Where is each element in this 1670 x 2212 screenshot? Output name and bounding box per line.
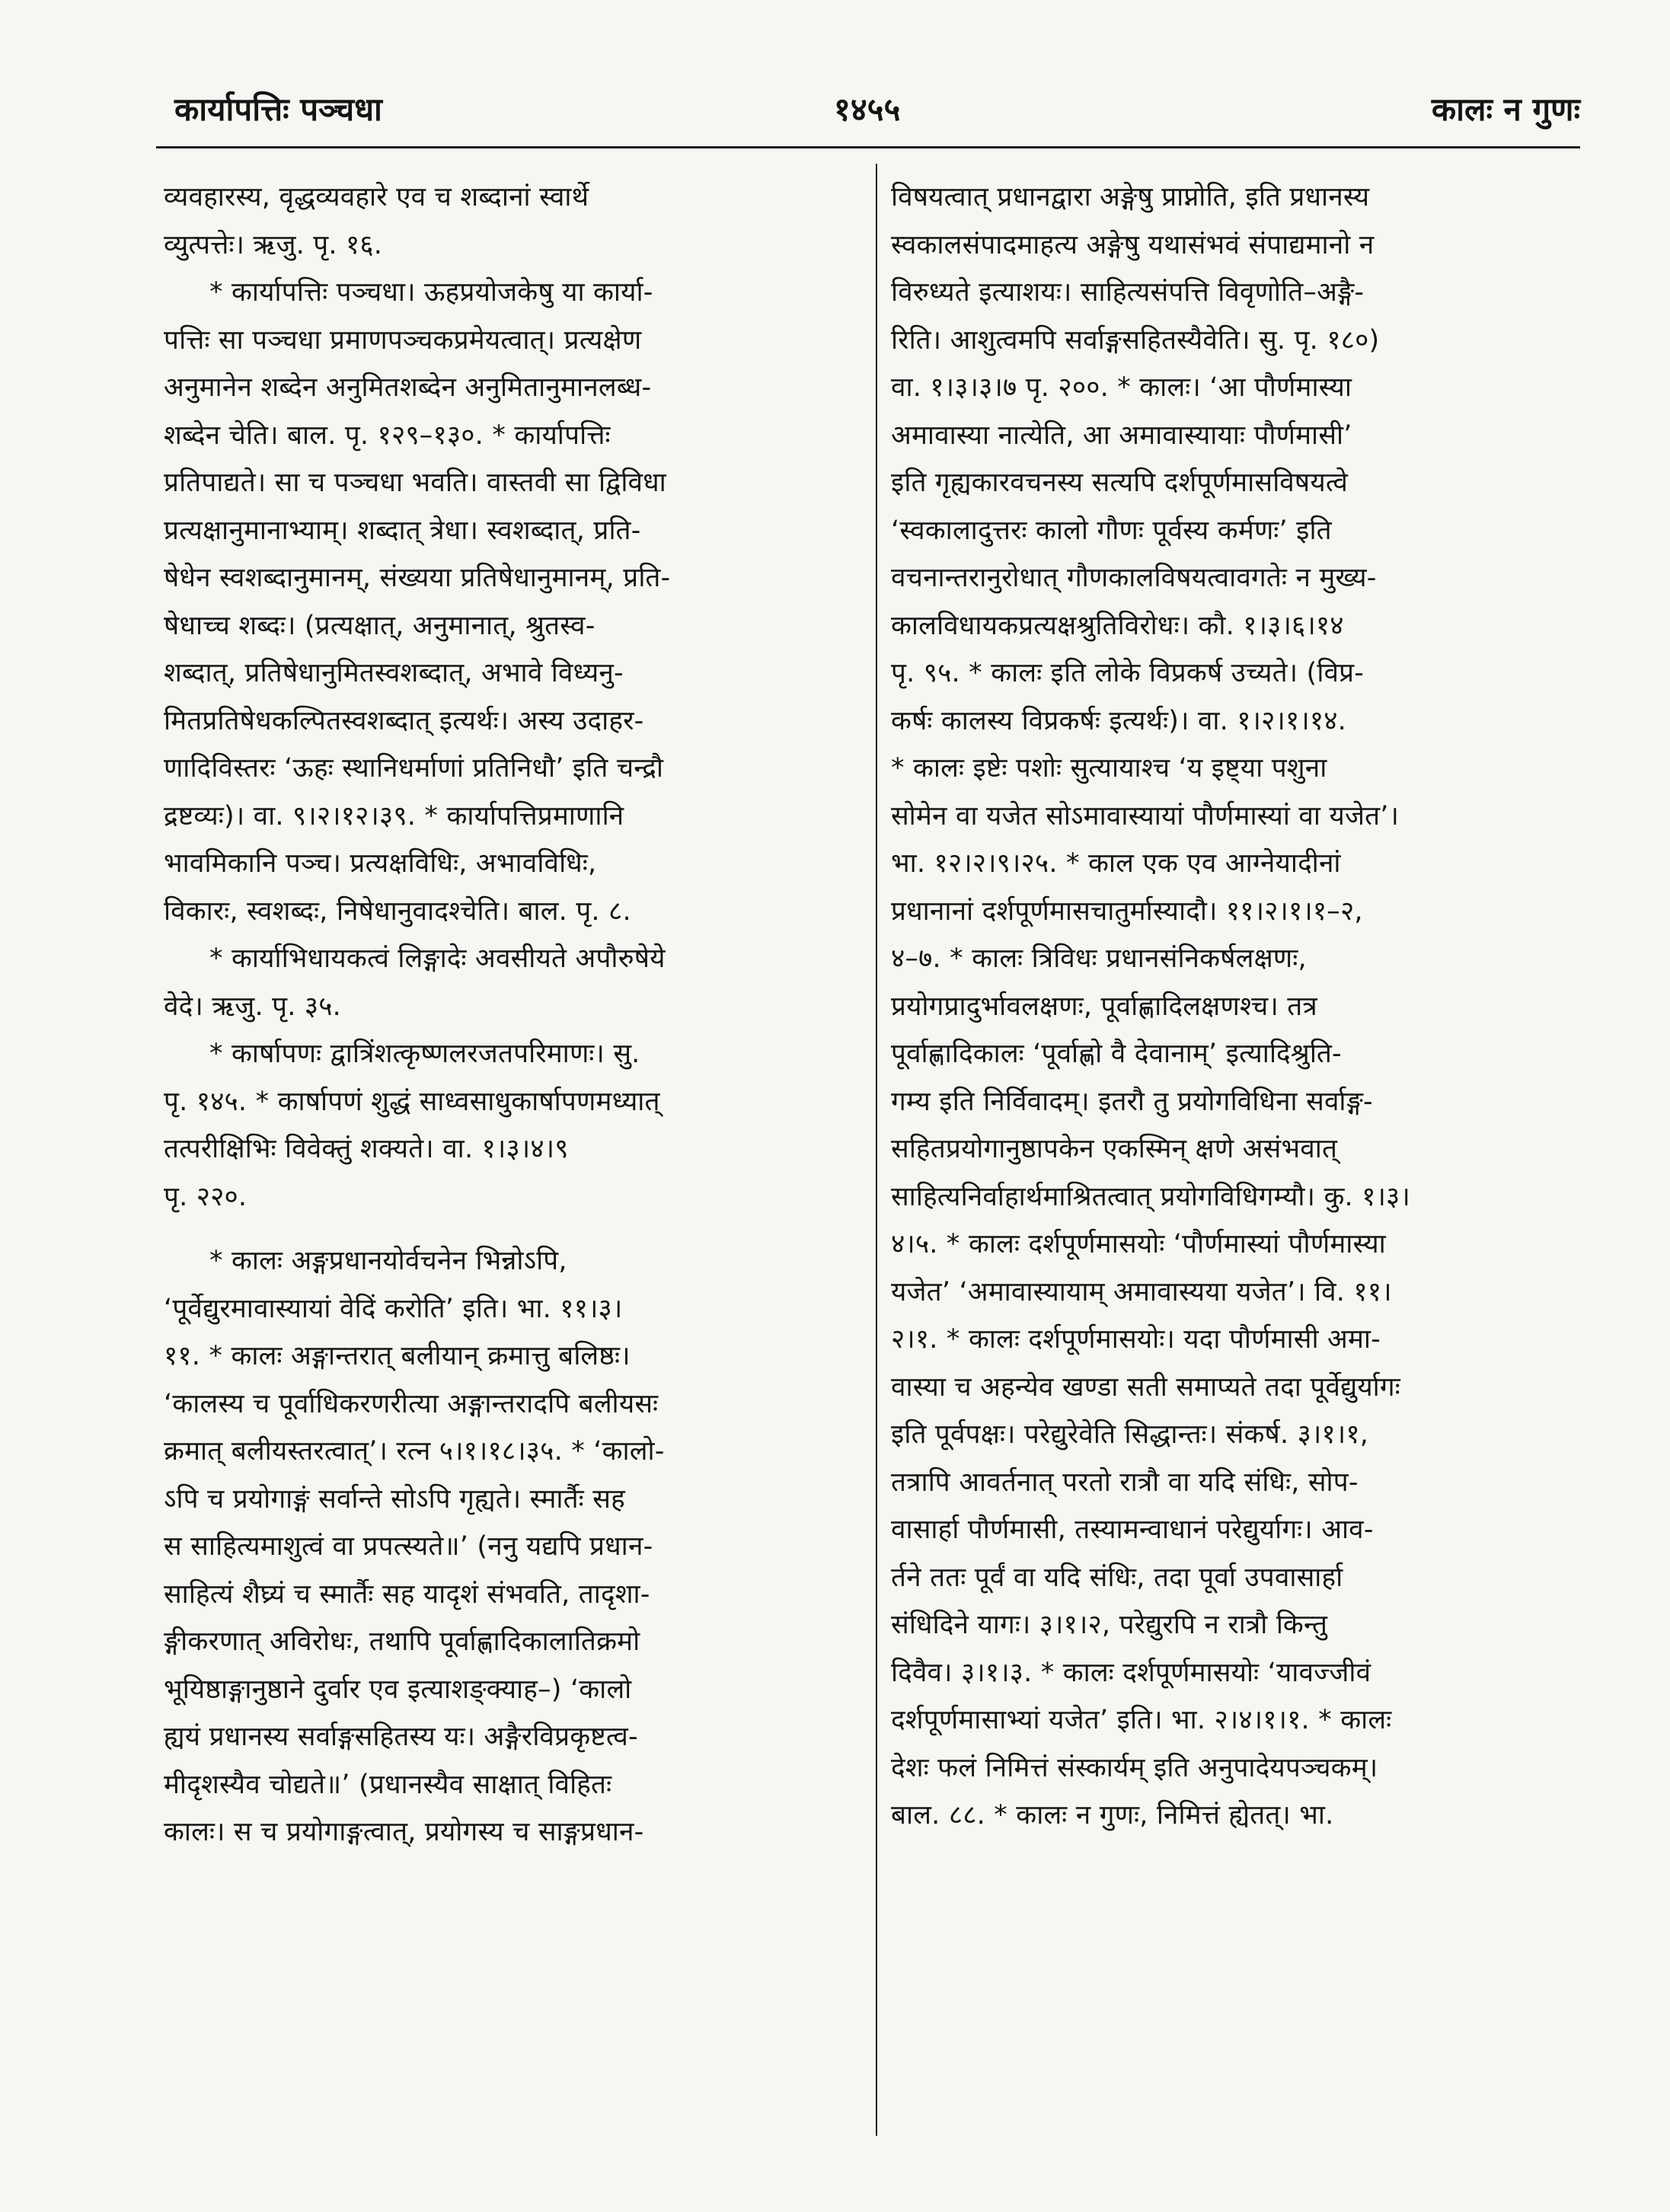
column-divider (876, 164, 877, 2136)
text-line: भावमिकानि पञ्च। प्रत्यक्षविधिः, अभावविधिः, (164, 848, 597, 879)
text-line: इति पूर्वपक्षः। परेद्युरेवेति सिद्धान्तः। संकर्ष. ३।१।१, (891, 1419, 1369, 1450)
text-line: संधिदिने यागः। ३।१।२, परेद्युरपि न रात्रौ किन्तु (891, 1610, 1328, 1640)
text-line: पत्तिः सा पञ्चधा प्रमाणपञ्चकप्रमेयत्वात्। प्रत्यक्षेण (164, 324, 642, 356)
text-line: ११. * कालः अङ्गान्तरात् बलीयान् क्रमात्तु बलिष्ठः। (164, 1341, 631, 1371)
text-line: २।१. * कालः दर्शपूर्णमासयोः। यदा पौर्णमासी अमा- (891, 1324, 1381, 1355)
text-line: कालविधायकप्रत्यक्षश्रुतिविरोधः। कौ. १।३।६।१४ (891, 610, 1344, 641)
text-line: व्युत्पत्तेः। ऋजु. पृ. १६. (164, 229, 383, 260)
text-line: मीदृशस्यैव चोद्यते॥’ (प्रधानस्यैव साक्षात् विहितः (164, 1769, 612, 1800)
text-line: दर्शपूर्णमासाभ्यां यजेत’ इति। भा. २।४।१।१. * कालः (891, 1705, 1392, 1735)
text-line: शब्देन चेति। बाल. पृ. १२९–१३०. * कार्यापत्तिः (164, 420, 611, 451)
text-line: र्तने ततः पूर्वं वा यदि संधिः, तदा पूर्वा उपवासार्हा (891, 1562, 1343, 1593)
text-line: बाल. ८८. * कालः न गुणः, निमित्तं ह्येतत्। भा. (891, 1800, 1334, 1831)
text-line: सोमेन वा यजेत सोऽमावास्यायां पौर्णमास्यां वा यजेत’। (891, 800, 1400, 831)
text-line: ४।५. * कालः दर्शपूर्णमासयोः ‘पौर्णमास्यां पौर्णमास्या (891, 1229, 1386, 1259)
text-line: तत्परीक्षिभिः विवेक्तुं शक्यते। वा. १।३।४।९ (164, 1134, 569, 1164)
text-line: प्रतिपाद्यते। सा च पञ्चधा भवति। वास्तवी सा द्विविधा (164, 468, 666, 498)
text-line: विकारः, स्वशब्दः, निषेधानुवादश्चेति। बाल. पृ. ८. (164, 895, 631, 927)
text-line: ऽपि च प्रयोगाङ्गं सर्वान्ते सोऽपि गृह्यते। स्मार्तैः सह (164, 1483, 625, 1515)
text-line: ‘स्वकालादुत्तरः कालो गौणः पूर्वस्य कर्मणः’ इति (891, 515, 1332, 546)
text-line: ङ्गीकरणात् अविरोधः, तथापि पूर्वाह्णादिकालातिक्रमो (164, 1626, 640, 1657)
text-line: भा. १२।२।९।२५. * काल एक एव आग्नेयादीनां (891, 848, 1341, 879)
text-line: साहित्यं शैघ्र्यं च स्मार्तैः सह यादृशं संभवति, तादृशा- (164, 1578, 650, 1610)
text-line: सहितप्रयोगानुष्ठापकेन एकस्मिन् क्षणे असंभवात् (891, 1134, 1338, 1164)
text-line: षेधाच्च शब्दः। (प्रत्यक्षात्, अनुमानात्, श्रुतस्व- (164, 610, 596, 641)
text-line: प्रत्यक्षानुमानाभ्याम्। शब्दात् त्रेधा। स्वशब्दात्, प्रति- (164, 515, 641, 546)
text-line: वासार्हा पौर्णमासी, तस्यामन्वाधानं परेद्युर्यागः। आव- (891, 1515, 1374, 1545)
text-line: णादिविस्तरः ‘ऊहः स्थानिधर्माणां प्रतिनिधौ’ इति चन्द्रौ (164, 753, 664, 784)
running-header (156, 82, 1580, 129)
text-line: व्यवहारस्य, वृद्धव्यवहारे एव च शब्दानां स्वार्थे (164, 182, 589, 212)
text-line: शब्दात्, प्रतिषेधानुमितस्वशब्दात्, अभावे विध्यनु- (164, 658, 624, 688)
text-line: अनुमानेन शब्देन अनुमितशब्देन अनुमितानुमानलब्ध- (164, 372, 652, 403)
text-line: कर्षः कालस्य विप्रकर्षः इत्यर्थः)। वा. १।२।१।१४. (891, 705, 1346, 736)
text-line: प्रयोगप्रादुर्भावलक्षणः, पूर्वाह्णादिलक्षणश्च। तत्र (891, 991, 1317, 1022)
text-line: * कालः इष्टेः पशोः सुत्यायाश्च ‘य इष्ट्या पशुना (891, 753, 1327, 784)
text-line: वा. १।३।३।७ पृ. २००. * कालः। ‘आ पौर्णमास्या (891, 372, 1352, 403)
text-line: * कालः अङ्गप्रधानयोर्वचनेन भिन्नोऽपि, (209, 1246, 567, 1276)
text-line: * कार्याभिधायकत्वं लिङ्गादेः अवसीयते अपौरुषेये (209, 943, 666, 974)
text-line: पूर्वाह्णादिकालः ‘पूर्वाह्णो वै देवानाम्’ इत्यादिश्रुति- (891, 1039, 1342, 1069)
text-line: स साहित्यमाशुत्वं वा प्रपत्स्यते॥’ (ननु यद्यपि प्रधान- (164, 1531, 653, 1562)
text-line: ‘पूर्वेद्युरमावास्यायां वेदिं करोति’ इति। भा. ११।३। (164, 1293, 623, 1324)
text-line: पृ. २२०. (164, 1181, 247, 1212)
text-line: क्रमात् बलीयस्तरत्वात्’। रत्न ५।१।१८।३५. * ‘कालो- (164, 1436, 665, 1467)
text-line: यजेत’ ‘अमावास्यायाम् अमावास्यया यजेत’। वि. ११। (891, 1276, 1392, 1307)
text-line: * कार्यापत्तिः पञ्चधा। ऊहप्रयोजकेषु या कार्या- (209, 277, 653, 308)
page-number: १४५५ (834, 91, 901, 128)
text-line: वेदे। ऋजु. पृ. ३५. (164, 991, 341, 1022)
text-line: * कार्षापणः द्वात्रिंशत्कृष्णलरजतपरिमाणः। सु. (209, 1039, 640, 1069)
text-line: ४–७. * कालः त्रिविधः प्रधानसंनिकर्षलक्षणः, (891, 943, 1307, 974)
text-line: विरुध्यते इत्याशयः। साहित्यसंपत्ति विवृणोति–अङ्गै- (891, 277, 1365, 308)
text-line: तत्रापि आवर्तनात् परतो रात्रौ वा यदि संधिः, सोप- (891, 1467, 1359, 1498)
left-column (164, 174, 863, 2146)
text-line: कालः। स च प्रयोगाङ्गत्वात्, प्रयोगस्य च साङ्गप्रधान- (164, 1817, 644, 1847)
header-rule (156, 146, 1580, 148)
text-line: षेधेन स्वशब्दानुमानम्, संख्यया प्रतिषेधानुमानम्, प्रति- (164, 563, 671, 593)
text-line: मितप्रतिषेधकल्पितस्वशब्दात् इत्यर्थः। अस्य उदाहर- (164, 705, 644, 736)
text-line: देशः फलं निमित्तं संस्कार्यम् इति अनुपादेयपञ्चकम्। (891, 1752, 1378, 1783)
right-column (891, 174, 1592, 2146)
text-line: अमावास्या नात्येति, आ अमावास्यायाः पौर्णमासी’ (891, 420, 1352, 451)
header-left-title: कार्यापत्तिः पञ्चधा (174, 91, 382, 128)
text-line: स्वकालसंपादमाहत्य अङ्गेषु यथासंभवं संपाद्यमानो न (891, 229, 1375, 260)
text-line: ‘कालस्य च पूर्वाधिकरणरीत्या अङ्गान्तरादपि बलीयसः (164, 1388, 659, 1419)
text-line: वास्या च अहन्येव खण्डा सती समाप्यते तदा पूर्वेद्युर्यागः (891, 1371, 1400, 1403)
text-line: विषयत्वात् प्रधानद्वारा अङ्गेषु प्राप्नोति, इति प्रधानस्य (891, 182, 1370, 212)
text-line: साहित्यनिर्वाहार्थमाश्रितत्वात् प्रयोगविधिगम्यौ। कु. १।३। (891, 1181, 1410, 1212)
text-line: गम्य इति निर्विवादम्। इतरौ तु प्रयोगविधिना सर्वाङ्ग- (891, 1086, 1373, 1117)
text-line: द्रष्टव्यः)। वा. ९।२।१२।३९. * कार्यापत्तिप्रमाणानि (164, 800, 624, 831)
text-line: भूयिष्ठाङ्गानुष्ठाने दुर्वार एव इत्याशङ्क्याह–) ‘कालो (164, 1674, 632, 1705)
text-line: पृ. ९५. * कालः इति लोके विप्रकर्ष उच्यते। (विप्र- (891, 658, 1365, 688)
text-line: इति गृह्यकारवचनस्य सत्यपि दर्शपूर्णमासविषयत्वे (891, 468, 1348, 498)
text-line: प्रधानानां दर्शपूर्णमासचातुर्मास्यादौ। ११।२।१।१–२, (891, 895, 1363, 927)
text-line: वचनान्तरानुरोधात् गौणकालविषयत्वावगतेः न मुख्य- (891, 563, 1377, 593)
header-right-title: कालः न गुणः (1431, 91, 1580, 128)
text-line: दिवैव। ३।१।३. * कालः दर्शपूर्णमासयोः ‘यावज्जीवं (891, 1657, 1371, 1688)
text-line: रिति। आशुत्वमपि सर्वाङ्गसहितस्यैवेति। सु. पृ. १८०) (891, 324, 1380, 356)
text-line: ह्ययं प्रधानस्य सर्वाङ्गसहितस्य यः। अङ्गैरविप्रकृष्टत्व- (164, 1722, 638, 1752)
text-line: पृ. १४५. * कार्षापणं शुद्धं साध्वसाधुकार्षापणमध्यात् (164, 1086, 660, 1117)
